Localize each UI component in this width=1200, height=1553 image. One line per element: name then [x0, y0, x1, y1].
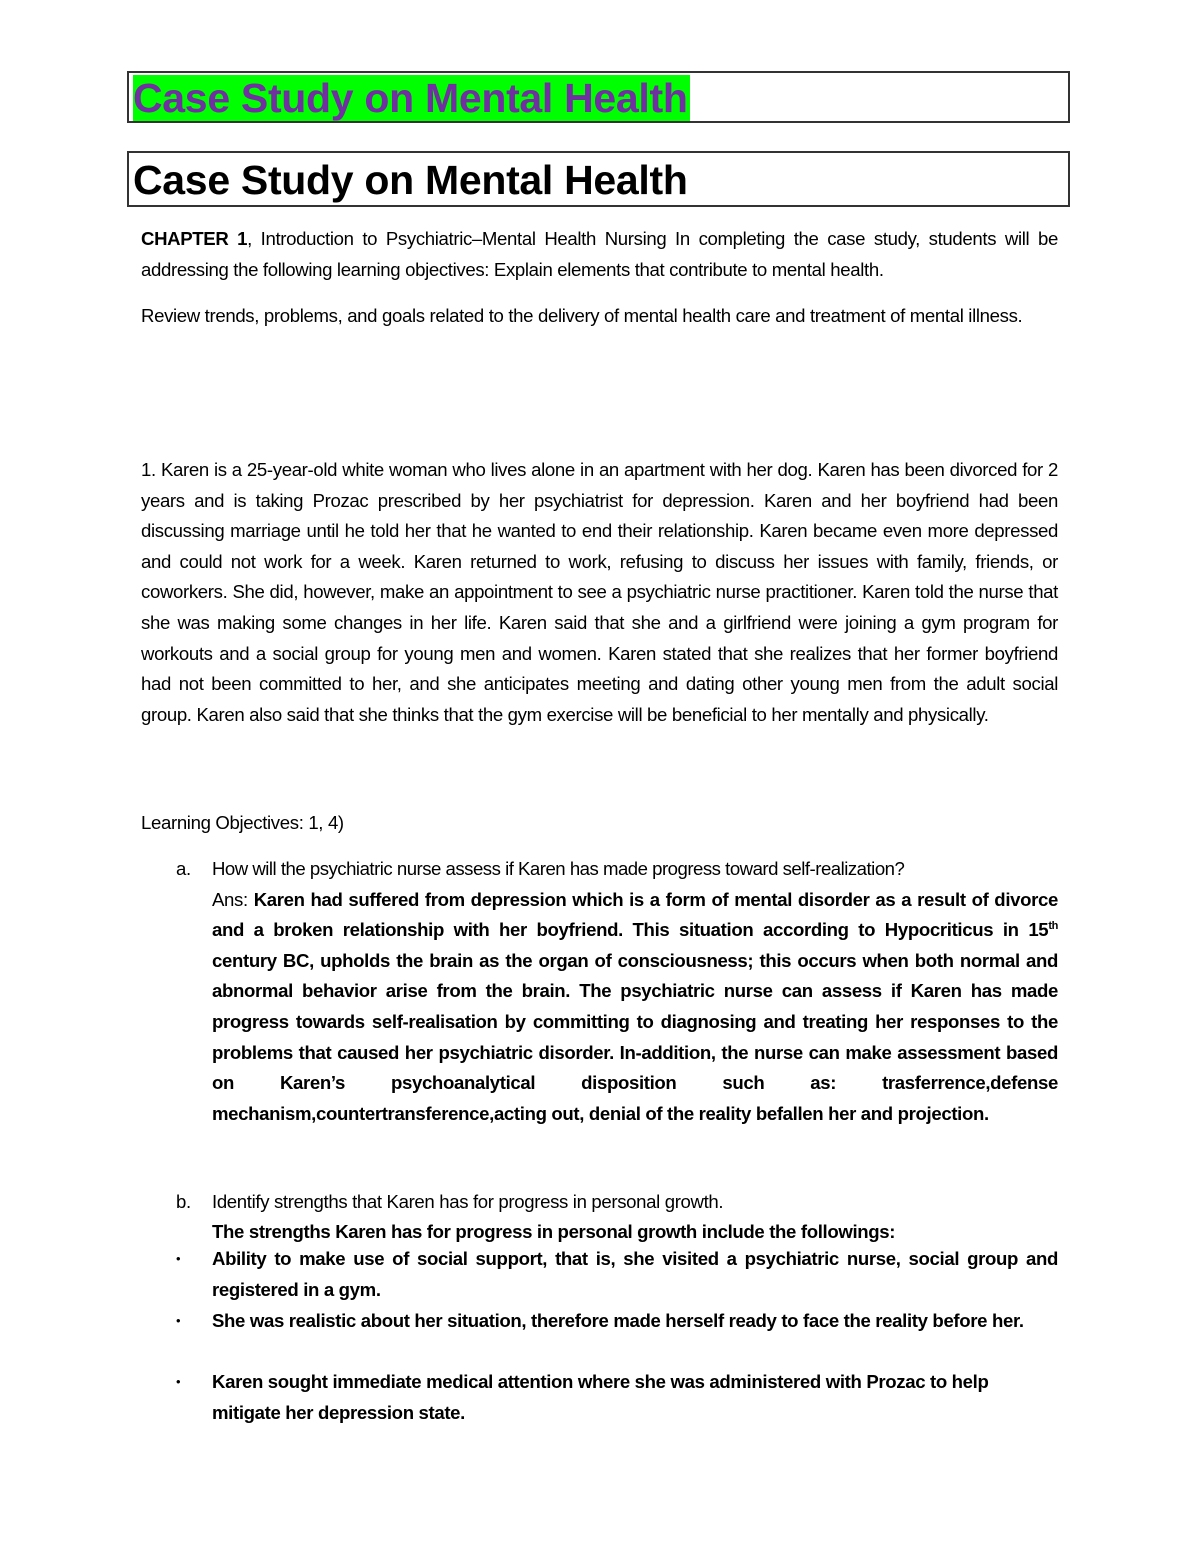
question-a-label: a.	[176, 858, 191, 879]
case-paragraph: 1. Karen is a 25-year-old white woman who lives alone in an apartment with her dog. Karen has been divorced for 2 years and is taking Prozac prescribed by her psychiatrist for depression. Karen and her boyfriend had been discussing marriage until he told her that he wanted to end their relationship. Karen became even more depressed and could not work for a week. Karen returned to work, refusing to discuss her issues with family, friends, or coworkers. She did, however, make an appointment to see a psychiatric nurse practitioner. Karen told the nurse that she was making some changes in her life. Karen said that she and a girlfriend were joining a gym program for workouts and a social group for young men and women. Karen stated that she realizes that her former boyfriend had not been committed to her, and she anticipates meeting and dating other young men from the adult social group. Karen also said that she thinks that the gym exercise will be beneficial to her mentally and physically.	[141, 459, 1058, 725]
answer-label: Ans:	[212, 888, 254, 910]
answer-a-part2: century BC, upholds the brain as the organ of consciousness; this occurs when both normal and abnormal behavior arise from the brain. The psychiatric nurse can assess if Karen has made progress towards self-realisation by committing to diagnosing and treating her responses to the problems that caused her psychiatric disorder. In-addition, the nurse can make assessment based on Karen’s psychoanalytical disposition such as: trasferrence,defense mechanism,countertransference,acting out, denial of the reality befallen her and projection.	[212, 949, 1058, 1124]
learning-objectives: Learning Objectives: 1, 4)	[141, 812, 344, 833]
question-a-text: How will the psychiatric nurse assess if Karen has made progress toward self-realization?	[212, 858, 905, 879]
highlighted-title: Case Study on Mental Health	[133, 75, 688, 121]
document-title: Case Study on Mental Health	[133, 157, 688, 203]
question-b-answer-intro: The strengths Karen has for progress in personal growth include the followings:	[212, 1220, 896, 1242]
question-b-label: b.	[176, 1191, 191, 1212]
bullet-text: She was realistic about her situation, therefore made herself ready to face the reality before her.	[212, 1310, 1024, 1331]
chapter-label: CHAPTER 1	[141, 228, 248, 249]
bullet-icon: •	[176, 1374, 181, 1389]
chapter-text: , Introduction to Psychiatric–Mental Health Nursing In completing the case study, students will be addressing the following learning objectives: Explain elements that contribute to mental health.	[141, 228, 1058, 280]
bullet-item	[176, 1367, 1058, 1428]
bullet-icon: •	[176, 1313, 181, 1328]
bullet-item	[176, 1244, 1058, 1305]
intro-section	[141, 224, 1058, 332]
answer-a-part1: Karen had suffered from depression which is a form of mental disorder as a result of divorce and a broken relationship with her boyfriend. This situation according to Hypocriticus in 15	[212, 888, 1058, 941]
bullet-icon: •	[176, 1251, 181, 1266]
answer-a-superscript: th	[1048, 920, 1058, 932]
bullet-text: Karen sought immediate medical attention where she was administered with Prozac to help mitigate her depression state.	[212, 1371, 989, 1423]
bullet-item	[176, 1306, 1058, 1337]
question-b-text: Identify strengths that Karen has for progress in personal growth.	[212, 1191, 724, 1212]
objective-paragraph: Review trends, problems, and goals related to the delivery of mental health care and treatment of mental illness.	[141, 305, 1023, 327]
bullet-text: Ability to make use of social support, that is, she visited a psychiatric nurse, social group and registered in a gym.	[212, 1248, 1058, 1300]
question-a	[176, 854, 1058, 1129]
highlighted-title-box	[127, 71, 1070, 123]
question-a-answer	[212, 885, 1058, 1130]
question-b	[176, 1187, 1058, 1246]
title-box	[127, 151, 1070, 207]
intro-paragraph	[141, 224, 1058, 285]
